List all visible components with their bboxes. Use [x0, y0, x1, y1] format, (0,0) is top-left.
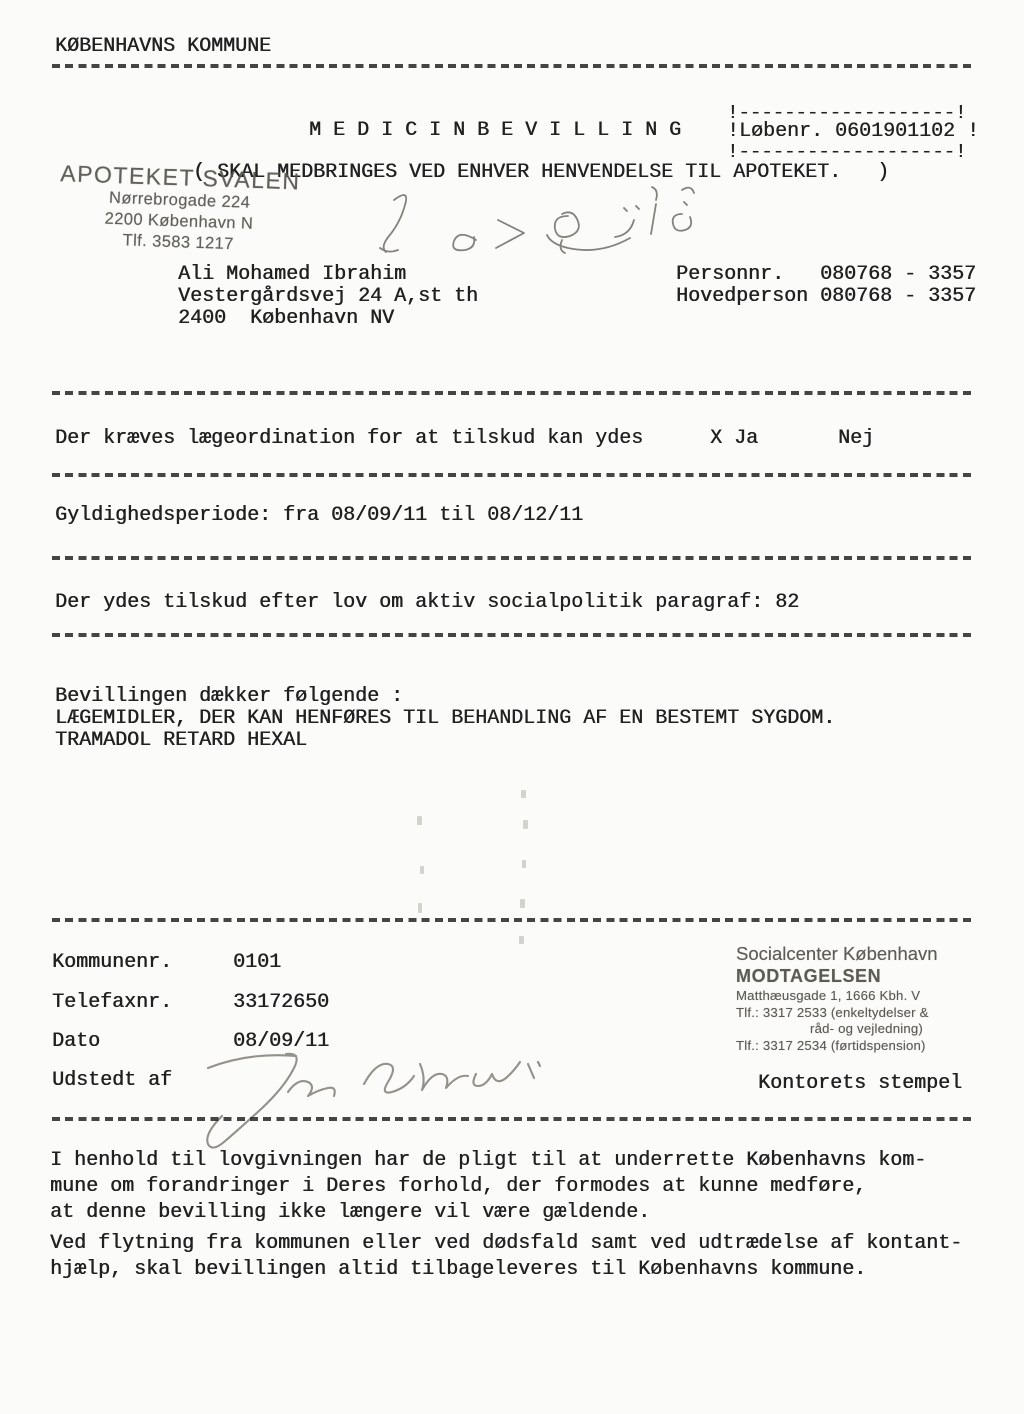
social-center-address: Matthæusgade 1, 1666 Kbh. V — [736, 988, 921, 1003]
separator-line — [52, 64, 973, 68]
dato-value: 08/09/11 — [233, 1030, 330, 1053]
prescription-required-label: Der kræves lægeordination for at tilskud kan ydes — [55, 427, 644, 450]
separator-line — [52, 391, 973, 395]
coverage-category: LÆGEMIDLER, DER KAN HENFØRES TIL BEHANDLING AF EN BESTEMT SYGDOM. — [55, 707, 836, 730]
subsidy-statute: Der ydes tilskud efter lov om aktiv socialpolitik paragraf: 82 — [55, 591, 800, 614]
coverage-heading: Bevillingen dækker følgende : — [55, 685, 404, 708]
recipient-name: Ali Mohamed Ibrahim — [178, 263, 407, 286]
separator-line — [52, 473, 973, 477]
separator-line — [52, 1117, 973, 1121]
separator-line — [52, 633, 973, 637]
document-title: M E D I C I N B E V I L L I N G — [309, 119, 682, 142]
pharmacy-stamp-name: APOTEKET SVALEN — [59, 160, 301, 195]
legal-paragraph-1-line-2: mune om forandringer i Deres forhold, der formodes at kunne medføre, — [50, 1175, 867, 1198]
lobenr-box-top: !-------------------! — [727, 102, 967, 124]
hovedperson-value: 080768 - 3357 — [820, 285, 977, 308]
scan-artifact — [521, 790, 526, 798]
telefaxnr-value: 33172650 — [233, 991, 330, 1014]
telefaxnr-label: Telefaxnr. — [52, 991, 173, 1014]
scan-artifact — [418, 903, 422, 913]
org-name: KØBENHAVNS KOMMUNE — [55, 35, 272, 58]
recipient-street: Vestergårdsvej 24 A,st th — [178, 285, 479, 308]
legal-paragraph-1-line-3: at denne bevilling ikke længere vil være gældende. — [50, 1201, 651, 1224]
office-stamp-caption: Kontorets stempel — [758, 1072, 963, 1095]
lobenr-value: !Løbenr. 0601901102 ! — [727, 120, 980, 143]
pharmacy-stamp-city: 2200 København N — [104, 209, 254, 233]
legal-paragraph-2-line-1: Ved flytning fra kommunen eller ved dødsfald samt ved udtrædelse af kontant- — [50, 1232, 963, 1255]
scan-artifact — [520, 899, 525, 908]
scan-artifact — [522, 860, 526, 868]
social-center-phone1: Tlf.: 3317 2533 (enkeltydelser & — [736, 1004, 929, 1020]
pharmacy-stamp-phone: Tlf. 3583 1217 — [122, 231, 235, 254]
scan-artifact — [420, 866, 424, 874]
handwritten-arabic-annotation — [372, 186, 702, 272]
legal-paragraph-2-line-2: hjælp, skal bevillingen altid tilbageleveres til Københavns kommune. — [50, 1258, 867, 1281]
scan-artifact — [417, 816, 422, 825]
social-center-stamp — [736, 942, 972, 1054]
social-center-name: Socialcenter København — [736, 943, 938, 964]
kommunenr-label: Kommunenr. — [52, 951, 173, 974]
pharmacy-stamp-street: Nørrebrogade 224 — [108, 188, 251, 212]
dato-label: Dato — [52, 1030, 101, 1053]
pharmacy-stamp — [55, 160, 304, 258]
legal-paragraph-1-line-1: I henhold til lovgivningen har de pligt til at underrette Københavns kom- — [50, 1149, 927, 1172]
udstedt-af-label: Udstedt af — [52, 1069, 173, 1092]
coverage-medicine: TRAMADOL RETARD HEXAL — [55, 729, 308, 752]
kommunenr-value: 0101 — [233, 951, 282, 974]
hovedperson-label: Hovedperson — [676, 285, 809, 308]
social-center-phone2: Tlf.: 3317 2534 (førtidspension) — [736, 1037, 926, 1053]
lobenr-box-bottom: !-------------------! — [727, 141, 967, 163]
recipient-city: 2400 København NV — [178, 307, 395, 330]
separator-line — [52, 918, 973, 922]
personnr-label: Personnr. — [676, 263, 785, 286]
social-center-phone1b: råd- og vejledning) — [810, 1021, 924, 1036]
social-center-dept: MODTAGELSEN — [736, 966, 882, 986]
ja-checkbox-marked: X Ja — [710, 427, 759, 450]
nej-checkbox: Nej — [838, 427, 875, 450]
personnr-value: 080768 - 3357 — [820, 263, 977, 286]
issuer-signature-handwriting — [168, 1040, 548, 1152]
separator-line — [52, 556, 973, 560]
scan-artifact — [523, 820, 528, 829]
scan-artifact — [519, 936, 524, 944]
validity-period: Gyldighedsperiode: fra 08/09/11 til 08/12/11 — [55, 504, 584, 527]
document-subtitle: ( SKAL MEDBRINGES VED ENHVER HENVENDELSE TIL APOTEKET. ) — [193, 161, 890, 184]
